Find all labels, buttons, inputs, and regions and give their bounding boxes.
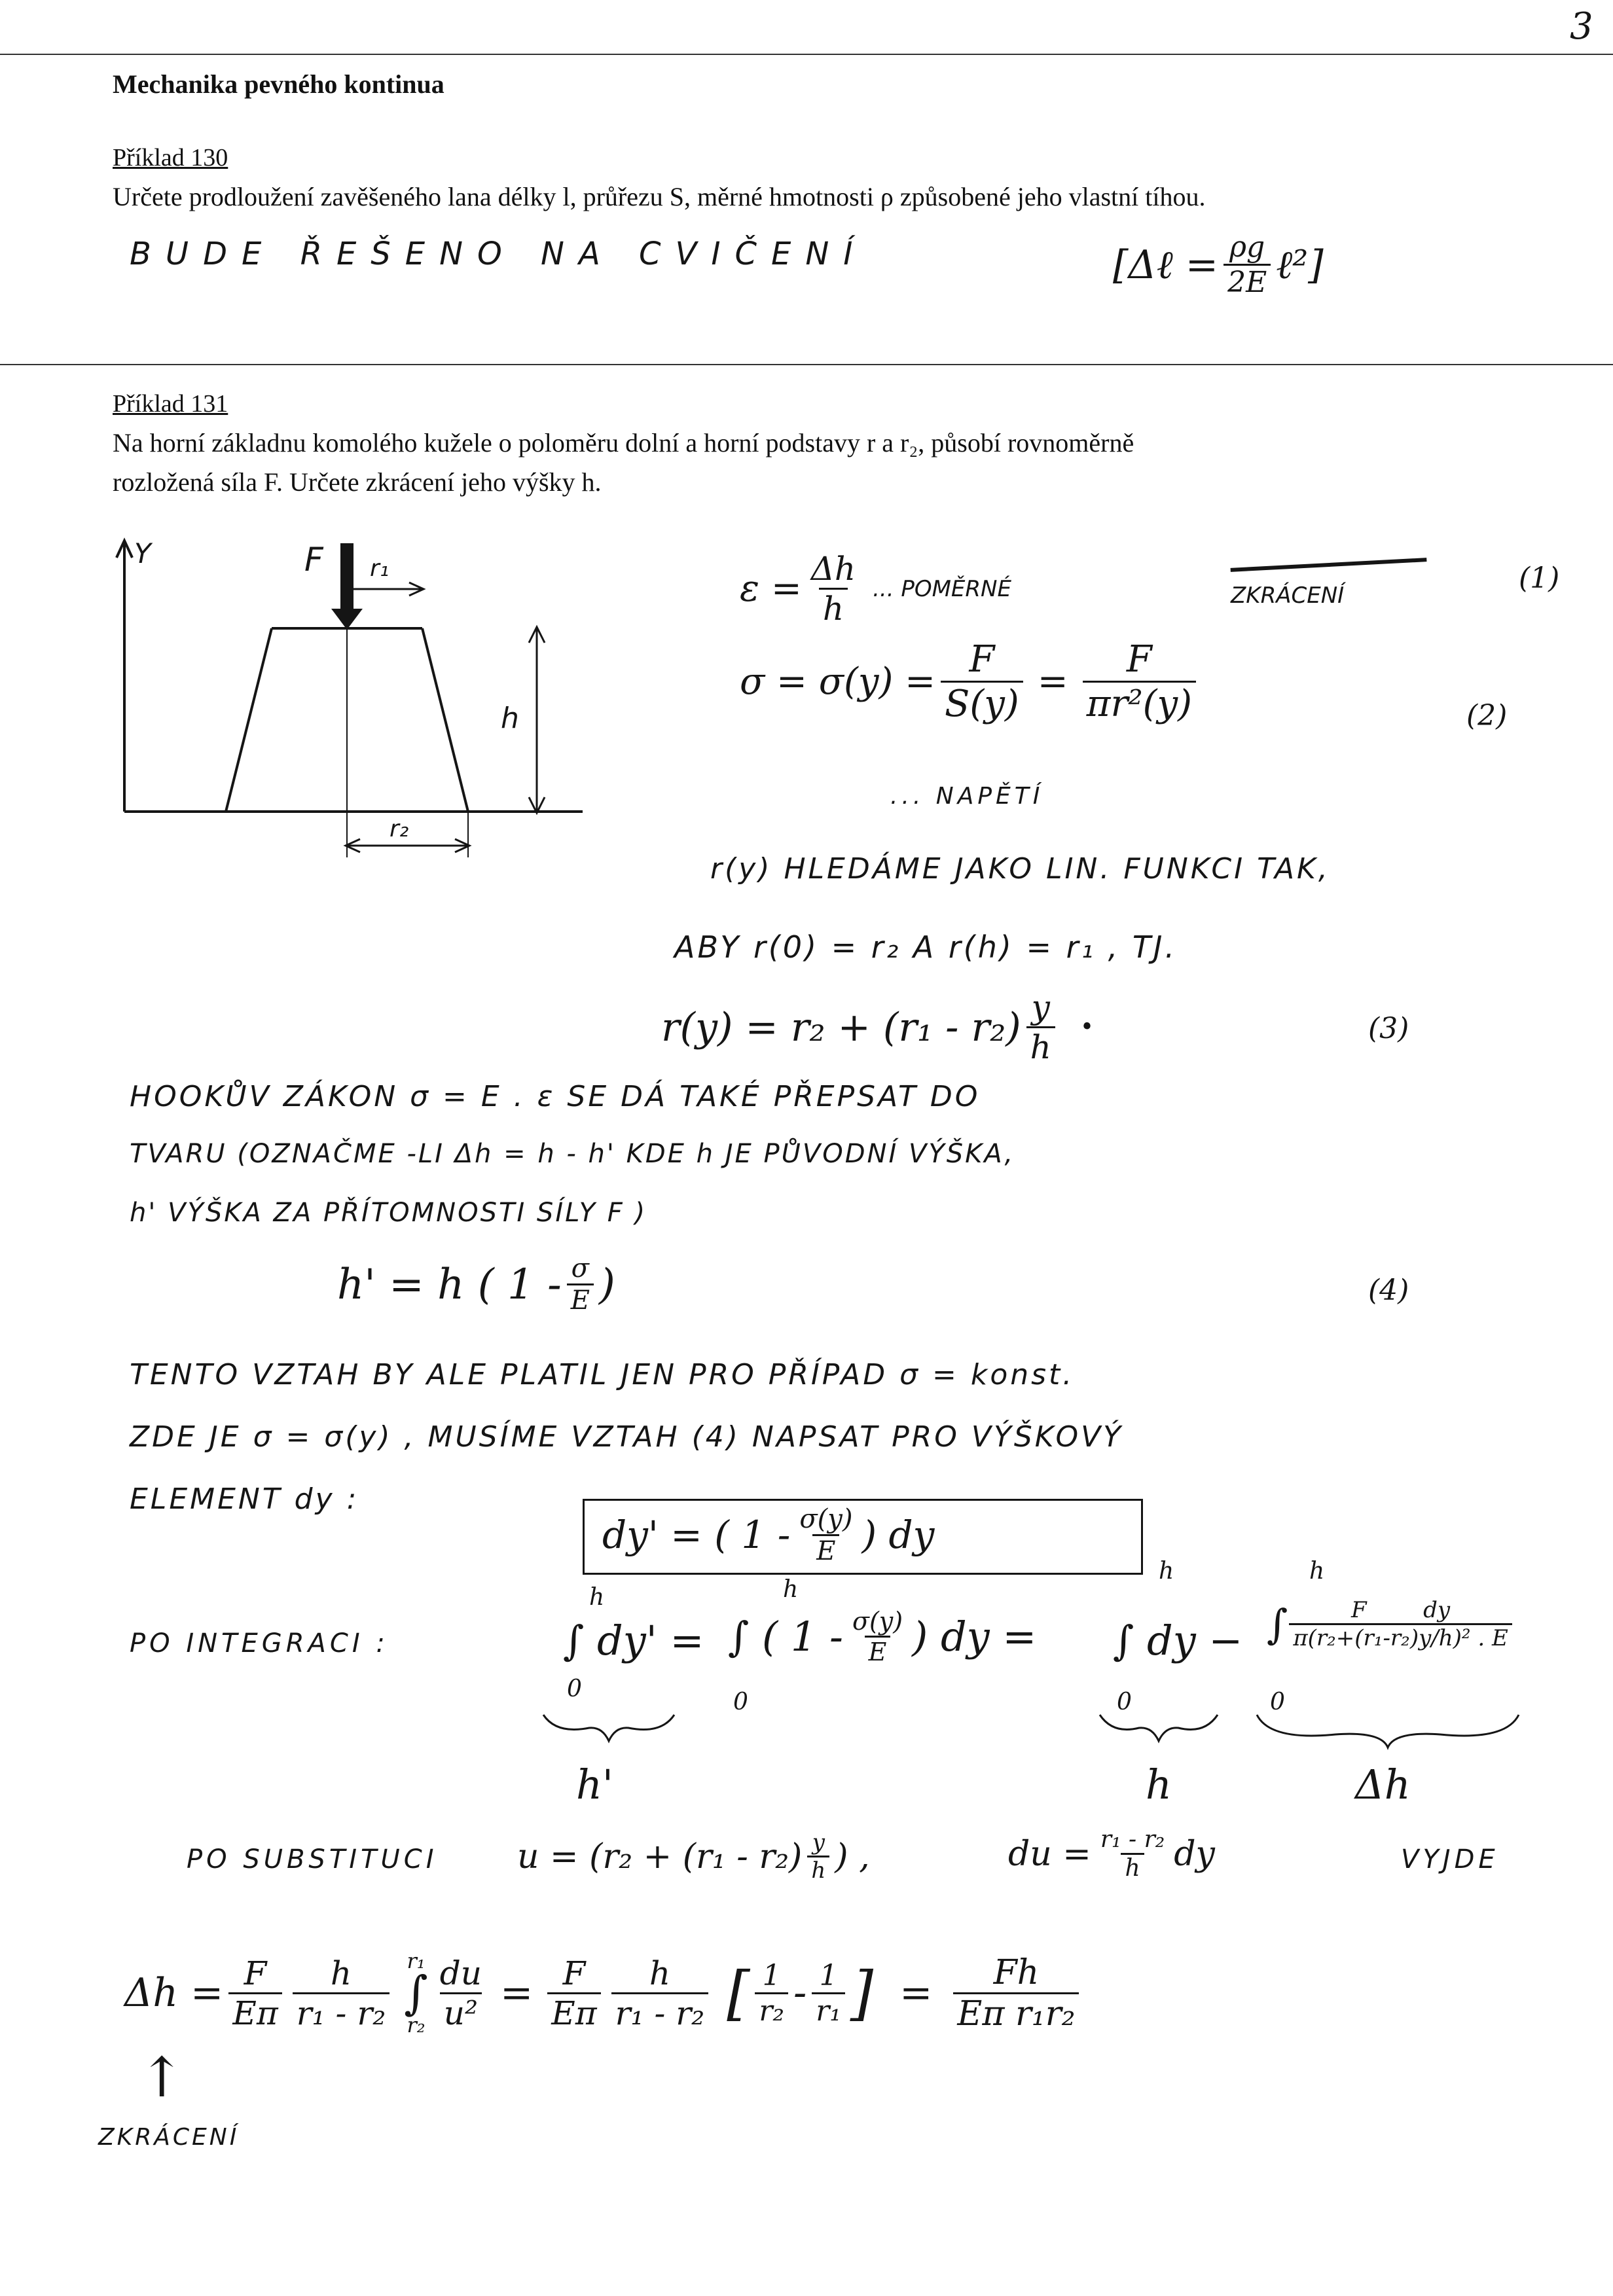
int-c: ∫ dy − — [1113, 1617, 1243, 1664]
eq3-lhs: r(y) = r₂ + (r₁ - r₂) — [661, 1004, 1021, 1050]
final-b1-den: r₂ — [755, 1992, 788, 2028]
boxed-fraction — [795, 1504, 856, 1566]
boxed-lhs: dy' = ( 1 - — [602, 1513, 791, 1557]
subst-du-num: r₁ - r₂ — [1100, 1826, 1165, 1853]
final-minus: - — [793, 1970, 807, 2016]
int-d — [1267, 1597, 1517, 1651]
shortening-label: ZKRÁCENÍ — [98, 2124, 240, 2151]
top-rule — [0, 54, 1613, 55]
result-fraction — [1223, 230, 1271, 299]
substitution-du — [1008, 1826, 1215, 1882]
subst-u-fraction — [807, 1829, 829, 1884]
tento-line1: TENTO VZTAH BY ALE PLATIL JEN PRO PŘÍPAD σ = konst. — [130, 1358, 1075, 1391]
tento-line2: ZDE JE σ = σ(y) , MUSÍME VZTAH (4) NAPSAT PRO VÝŠKOVÝ — [130, 1420, 1124, 1454]
example-131-task-line2: rozložená síla F. Určete zkrácení jeho výšky h. — [113, 467, 602, 497]
boxed-den: E — [812, 1534, 839, 1566]
eq3-num: y — [1031, 988, 1050, 1026]
result-lhs: [Δℓ = — [1113, 242, 1219, 288]
final-f4-num: F — [562, 1954, 586, 1992]
int-a-lower: 0 — [567, 1676, 582, 1702]
subst-du-den: h — [1121, 1853, 1144, 1882]
eq1-text2: ZKRÁCENÍ — [1231, 583, 1345, 609]
eq4-num: σ — [571, 1253, 589, 1283]
eq4-number: (4) — [1368, 1274, 1409, 1307]
int-a: ∫ dy' = — [563, 1617, 704, 1664]
eq1 — [740, 550, 1011, 628]
final-int-bottom: r₂ — [407, 2013, 426, 2037]
int-d-den: π(r₂+(r₁-r₂)y/h)² . E — [1289, 1623, 1512, 1651]
eq4-fraction — [567, 1253, 594, 1316]
figure-h-label: h — [501, 702, 519, 735]
int-b-num: σ(y) — [852, 1607, 903, 1636]
result-den: 2E — [1223, 264, 1271, 299]
result-num: ρg — [1229, 230, 1265, 264]
text-linear-function-1: r(y) HLEDÁME JAKO LIN. FUNKCI TAK, — [710, 852, 1330, 886]
eq4 — [337, 1253, 615, 1316]
brace-a-label: h' — [576, 1761, 613, 1808]
final-equation — [124, 1941, 1084, 2045]
final-fraction3 — [436, 1954, 486, 2032]
int-c-upper: h — [1159, 1558, 1174, 1585]
cone-left-side — [226, 628, 272, 812]
eq1-den: h — [819, 588, 848, 628]
final-f4-den: Eπ — [547, 1992, 600, 2032]
int-b — [728, 1607, 1036, 1666]
hooke-line2: TVARU (OZNAČME -LI Δh = h - h' KDE h JE PŮVODNÍ VÝŠKA, — [130, 1139, 1015, 1169]
final-res-den: Eπ r₁r₂ — [953, 1992, 1079, 2034]
subst-du-fraction — [1096, 1826, 1169, 1882]
example-130-note: BUDE ŘEŠENO NA CVIČENÍ — [130, 236, 867, 272]
integration-label: PO INTEGRACI : — [130, 1628, 389, 1659]
final-equals: = — [499, 1970, 534, 2016]
int-d-upper: h — [1309, 1558, 1325, 1585]
eq4-den: E — [567, 1283, 594, 1316]
final-fraction5 — [611, 1954, 709, 2032]
eq2-note: ... NAPĚTÍ — [890, 783, 1044, 810]
final-result-fraction — [953, 1953, 1079, 2034]
int-d-num: F dy — [1351, 1597, 1451, 1623]
subst-u-den: h — [807, 1856, 829, 1884]
final-f5-num: h — [649, 1954, 671, 1992]
substitution-result: VYJDE — [1401, 1844, 1499, 1874]
subst-du-rhs: dy — [1174, 1834, 1215, 1874]
eq4-rhs: ) — [598, 1260, 615, 1309]
brace-c-label: h — [1146, 1761, 1172, 1808]
subst-u-lhs: u = (r₂ + (r₁ - r₂) — [517, 1837, 803, 1876]
final-f1-den: Eπ — [228, 1992, 281, 2032]
figure-r1-label: r₁ — [370, 555, 390, 582]
int-b-lhs: ∫ ( 1 - — [728, 1613, 844, 1660]
final-int-top: r₁ — [407, 1948, 426, 1973]
eq3-number: (3) — [1368, 1012, 1409, 1045]
force-arrow-shaft — [340, 543, 353, 615]
eq3-den: h — [1026, 1026, 1055, 1066]
final-b1-num: 1 — [762, 1958, 781, 1992]
eq2-fraction2 — [1083, 638, 1196, 725]
cone-figure — [98, 524, 609, 890]
int-c-lower: 0 — [1117, 1689, 1132, 1715]
eq2-f2-den: πr²(y) — [1083, 681, 1196, 725]
final-lhs: Δh = — [124, 1970, 224, 2016]
final-f3-den: u² — [440, 1992, 482, 2032]
final-fraction4 — [547, 1954, 600, 2032]
substitution-label: PO SUBSTITUCI — [187, 1844, 438, 1874]
text-linear-function-2: ABY r(0) = r₂ A r(h) = r₁ , TJ. — [674, 929, 1178, 965]
brace-c — [1100, 1715, 1218, 1741]
eq2-lhs: σ = σ(y) = — [740, 660, 936, 703]
eq1-num: Δh — [810, 550, 856, 588]
eq2-fraction1 — [941, 638, 1023, 725]
subst-u-rhs: ) , — [835, 1837, 870, 1876]
shortening-arrow: ↑ — [139, 2045, 185, 2109]
final-bracket-fraction1 — [755, 1959, 788, 2028]
figure-y-label: Y — [134, 537, 151, 569]
final-fraction1 — [228, 1954, 281, 2032]
eq2-f2-num: F — [1126, 638, 1152, 681]
int-d-lower: 0 — [1270, 1689, 1285, 1715]
brace-a — [543, 1715, 674, 1741]
eq1-lhs: ε = — [740, 567, 802, 610]
final-f2-num: h — [330, 1954, 352, 1992]
brace-d-label: Δh — [1355, 1761, 1411, 1808]
final-b2-den: r₁ — [812, 1992, 845, 2028]
final-equals2: = — [899, 1970, 933, 2016]
final-f5-den: r₁ - r₂ — [611, 1992, 709, 2032]
hooke-line3: h' VÝŠKA ZA PŘÍTOMNOSTI SÍLY F ) — [130, 1198, 647, 1228]
final-f1-num: F — [244, 1954, 267, 1992]
int-b-lower: 0 — [733, 1689, 748, 1715]
int-b-upper: h — [783, 1576, 799, 1603]
hooke-line1: HOOKŮV ZÁKON σ = E . ε SE DÁ TAKÉ PŘEPSAT DO — [130, 1080, 981, 1113]
eq3-dot: • — [1079, 1014, 1095, 1041]
example-130-label: Příklad 130 — [113, 144, 228, 171]
final-f3-num: du — [439, 1954, 482, 1992]
eq1-strikethrough-word — [1231, 558, 1428, 584]
example-131-task-line1: Na horní základnu komolého kužele o poloměru dolní a horní podstavy r a r₂, působí rovnoměrně — [113, 428, 1134, 457]
boxed-rhs: ) dy — [861, 1513, 935, 1557]
example-130-task: Určete prodloužení zavěšeného lana délky l, průřezu S, měrné hmotnosti ρ způsobené jeho vlastní tíhou. — [113, 182, 1206, 211]
int-b-rhs: ) dy = — [912, 1613, 1037, 1660]
int-a-upper: h — [589, 1584, 605, 1611]
example-130-result — [1113, 230, 1324, 299]
final-int-sign: ∫ — [404, 1966, 428, 2020]
eq2-f1-den: S(y) — [941, 681, 1023, 725]
integration-braces — [537, 1702, 1610, 1767]
final-res-num: Fh — [993, 1952, 1040, 1992]
cone-right-side — [422, 628, 468, 812]
page-number: 3 — [1570, 5, 1593, 48]
eq1-number: (1) — [1519, 562, 1560, 595]
brace-d — [1257, 1715, 1519, 1748]
final-bracket-right: ] — [850, 1958, 874, 2028]
example-131-label: Příklad 131 — [113, 390, 228, 418]
final-bracket-fraction2 — [812, 1959, 845, 2028]
final-fraction2 — [293, 1954, 390, 2032]
result-rhs: ℓ²] — [1276, 242, 1324, 288]
final-bracket-left: [ — [727, 1958, 750, 2028]
substitution-u — [517, 1829, 870, 1884]
eq2-number: (2) — [1466, 699, 1508, 732]
subst-du-lhs: du = — [1008, 1834, 1091, 1874]
eq3 — [661, 988, 1094, 1066]
eq2-equals: = — [1037, 660, 1068, 703]
tento-line3: ELEMENT dy : — [130, 1482, 359, 1516]
section-title: Mechanika pevného kontinua — [113, 69, 444, 99]
boxed-num: σ(y) — [799, 1503, 853, 1534]
final-integral — [404, 1949, 427, 2037]
eq2-f1-num: F — [969, 638, 995, 681]
subst-u-num: y — [812, 1829, 825, 1856]
final-b2-num: 1 — [819, 1958, 838, 1992]
eq2 — [740, 638, 1201, 725]
figure-r2-label: r₂ — [390, 816, 409, 842]
int-b-den: E — [865, 1636, 891, 1666]
figure-force-label: F — [304, 541, 323, 579]
final-f2-den: r₁ - r₂ — [293, 1992, 390, 2032]
int-d-sign: ∫ — [1267, 1600, 1288, 1648]
eq1-fraction — [807, 550, 860, 628]
int-b-fraction — [848, 1607, 907, 1666]
boxed-equation — [602, 1502, 934, 1568]
force-arrow-head — [331, 609, 363, 630]
eq3-fraction — [1026, 988, 1055, 1066]
int-d-fraction — [1289, 1597, 1512, 1651]
eq4-lhs: h' = h ( 1 - — [337, 1260, 562, 1309]
eq1-text: ... POMĚRNÉ — [873, 575, 1011, 602]
divider-rule — [0, 364, 1613, 365]
